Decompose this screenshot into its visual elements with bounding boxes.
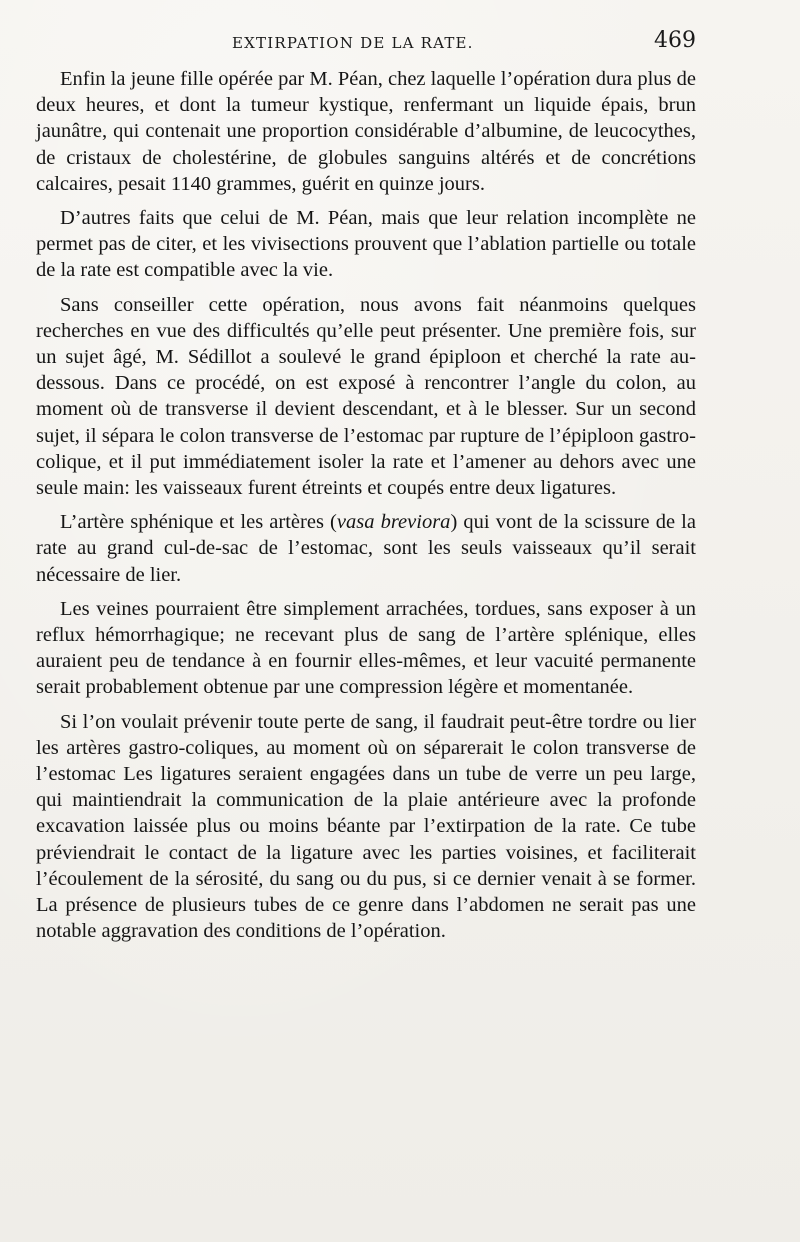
page-header	[36, 28, 696, 60]
paragraph-5: Les veines pourraient être simplement arrachées, tordues, sans exposer à un reflux hémorrhagique; ne recevant plus de sang de l’artère splénique, elles auraient peu de tendance à en fournir elles-mêmes, et leur vacuité permanente serait probablement obtenue par une compression légère et momentanée.	[36, 597, 696, 699]
body-text	[36, 66, 696, 945]
paragraph-3: Sans conseiller cette opération, nous avons fait néanmoins quelques recherches en vue des difficultés qu’elle peut présenter. Une première fois, sur un sujet âgé, M. Sédillot a soulevé le grand épiploon et cherché la rate au-dessous. Dans ce procédé, on est exposé à rencontrer l’angle du colon, au moment où de transverse il devient descendant, et à le blesser. Sur un second sujet, il sépara le colon transverse de l’estomac par rupture de l’épiploon gastro-colique, et il put immédiatement isoler la rate et l’amener au dehors avec une seule main: les vaisseaux furent étreints et coupés entre deux ligatures.	[36, 293, 696, 500]
paragraph-1: Enfin la jeune fille opérée par M. Péan, chez laquelle l’opération dura plus de deux heures, et dont la tumeur kystique, renfermant un liquide épais, brun jaunâtre, qui contenait une proportion considérable d’albumine, de leucocythes, de cristaux de cholestérine, de globules sanguins altérés et de concrétions calcaires, pesait 1140 grammes, guérit en quinze jours.	[36, 68, 696, 195]
page-number: 469	[654, 28, 696, 53]
latin-term: vasa breviora	[336, 511, 451, 534]
paragraph-6: Si l’on voulait prévenir toute perte de sang, il faudrait peut-être tordre ou lier les artères gastro-coliques, au moment où on séparerait le colon transverse de l’estomac Les ligatures seraient engagées dans un tube de verre un peu large, qui maintiendrait la communication de la plaie antérieure avec la profonde excavation laissée plus ou moins béante par l’extirpation de la rate. Ce tube préviendrait le contact de la ligature avec les parties voisines, et faciliterait l’écoulement de la sérosité, du sang ou du pus, si ce dernier venait à se former. La présence de plusieurs tubes de ce genre dans l’abdomen ne serait pas une notable aggravation des conditions de l’opération.	[36, 710, 696, 943]
paragraph-4-end: ) qui vont de la scissure de la rate au grand cul-de-sac de l’estomac, sont les seuls vaisseaux qu’il serait nécessaire de lier.	[36, 511, 696, 586]
paragraph-4-start: L’artère sphénique et les artères (	[60, 511, 337, 534]
paragraph-4	[36, 509, 696, 588]
running-head: EXTIRPATION DE LA RATE.	[232, 34, 474, 52]
paragraph-2: D’autres faits que celui de M. Péan, mais que leur relation incomplète ne permet pas de citer, et les vivisections prouvent que l’ablation partielle ou totale de la rate est compatible avec la vie.	[36, 207, 696, 282]
